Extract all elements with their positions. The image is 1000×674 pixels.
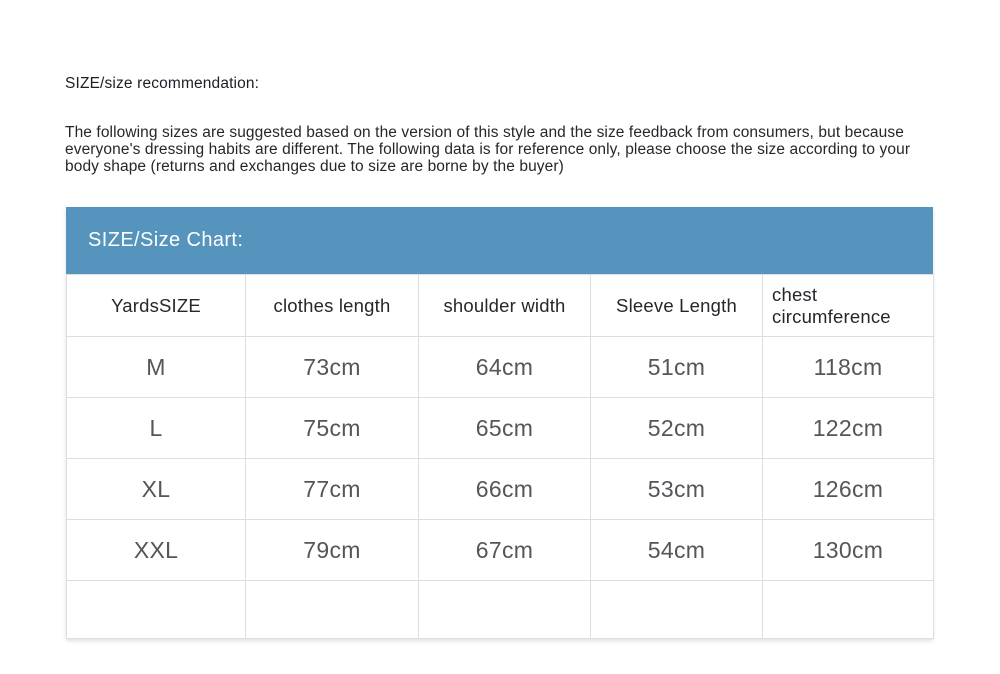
cell-chest-circumference: 126cm [763,459,934,520]
table-row-l [67,398,934,459]
column-header-clothes-length: clothes length [246,275,419,337]
cell-clothes-length: 79cm [246,520,419,581]
cell-clothes-length: 75cm [246,398,419,459]
size-recommendation-description: The following sizes are suggested based on the version of this style and the size feedback from consumers, but because everyone's dressing habits are different. The following data is for reference only, please choose the size according to your body shape (returns and exchanges due to size are borne by the buyer) [65,124,911,176]
column-header-sleeve-length: Sleeve Length [591,275,763,337]
size-chart-table [66,274,934,639]
size-chart-title-bar [66,207,933,274]
empty-cell [246,581,419,639]
cell-clothes-length: 77cm [246,459,419,520]
size-chart-title: SIZE/Size Chart: [88,229,244,251]
cell-sleeve-length: 51cm [591,337,763,398]
table-row-m [67,337,934,398]
table-empty-row [67,581,934,639]
column-header-shoulder-width: shoulder width [419,275,591,337]
table-header-row [67,275,934,337]
empty-cell [419,581,591,639]
cell-chest-circumference: 130cm [763,520,934,581]
cell-size: XL [67,459,246,520]
size-recommendation-heading: SIZE/size recommendation: [65,75,260,92]
empty-cell [591,581,763,639]
cell-chest-circumference: 122cm [763,398,934,459]
cell-size: L [67,398,246,459]
cell-shoulder-width: 66cm [419,459,591,520]
cell-shoulder-width: 64cm [419,337,591,398]
cell-shoulder-width: 67cm [419,520,591,581]
empty-cell [67,581,246,639]
cell-sleeve-length: 52cm [591,398,763,459]
empty-cell [763,581,934,639]
size-chart [66,207,933,639]
column-header-yards-size: YardsSIZE [67,275,246,337]
cell-sleeve-length: 53cm [591,459,763,520]
cell-shoulder-width: 65cm [419,398,591,459]
table-row-xxl [67,520,934,581]
table-row-xl [67,459,934,520]
column-header-chest-circumference: chest circumference [763,275,934,337]
cell-chest-circumference: 118cm [763,337,934,398]
cell-size: XXL [67,520,246,581]
cell-size: M [67,337,246,398]
cell-clothes-length: 73cm [246,337,419,398]
cell-sleeve-length: 54cm [591,520,763,581]
